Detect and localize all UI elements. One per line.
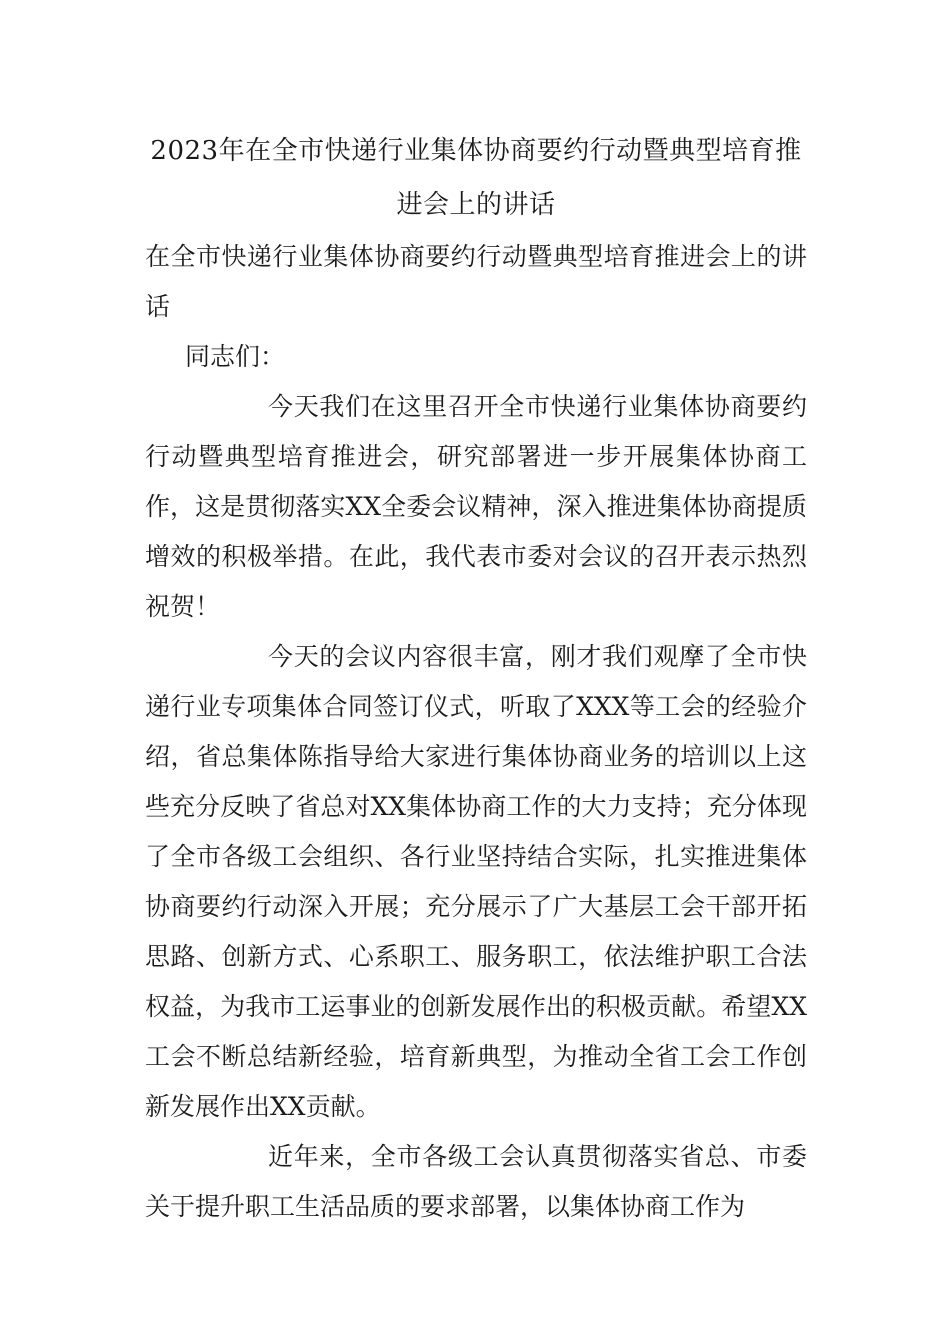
document-subtitle: 在全市快递行业集体协商要约行动暨典型培育推进会上的讲话 [145, 242, 807, 321]
paragraph-meeting-content: 今天的会议内容很丰富，刚才我们观摩了全市快递行业专项集体合同签订仪式，听取了XXX等工会的经验介绍，省总集体陈指导给大家进行集体协商业务的培训以上这些充分反映了省总对XX集体协商工作的大力支持；充分体现了全市各级工会组织、各行业坚持结合实际，扎实推进集体协商要约行动深入开展；充分展示了广大基层工会干部开拓思路、创新方式、心系职工、服务职工，依法维护职工合法权益，为我市工运事业的创新发展作出的积极贡献。希望XX工会不断总结新经验，培育新典型，为推动全省工会工作创新发展作出XX贡献。 [145, 642, 807, 1121]
paragraph-opening: 今天我们在这里召开全市快递行业集体协商要约行动暨典型培育推进会，研究部署进一步开展集体协商工作，这是贯彻落实XX全委会议精神，深入推进集体协商提质增效的积极举措。在此，我代表市委对会议的召开表示热烈祝贺！ [145, 392, 807, 621]
salutation: 同志们： [185, 342, 286, 371]
paragraph-recent-years: 近年来，全市各级工会认真贯彻落实省总、市委关于提升职工生活品质的要求部署，以集体协商工作为 [145, 1142, 807, 1221]
document-title: 2023年在全市快递行业集体协商要约行动暨典型培育推进会上的讲话 [150, 136, 802, 220]
document-page [145, 124, 807, 1232]
